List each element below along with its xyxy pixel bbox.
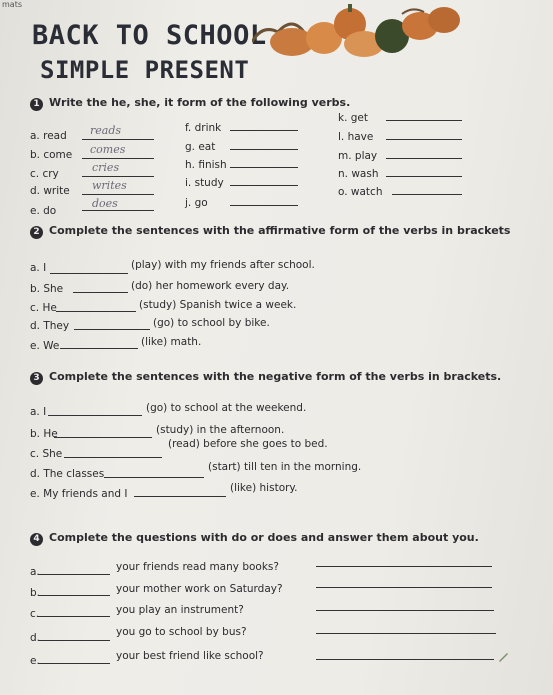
s1-answer-c: cries [92, 161, 120, 174]
s1-item-a: a. read [30, 130, 67, 142]
s1-line-o[interactable] [392, 194, 462, 195]
s1-item-i: i. study [185, 177, 224, 189]
s2-line-e[interactable] [60, 348, 138, 349]
s2-row-e-pre: e. We [30, 340, 60, 352]
s1-item-k: k. get [338, 112, 368, 124]
s1-line-d[interactable] [82, 194, 154, 195]
s1-item-h: h. finish [185, 159, 227, 171]
s4-row-a-pre: a. [30, 566, 40, 578]
s1-answer-d: writes [92, 179, 127, 192]
s3-row-a-post: (go) to school at the weekend. [146, 402, 307, 414]
s1-line-m[interactable] [386, 158, 462, 159]
section-4-instruction: 4 Complete the questions with do or does and answer them about you. [30, 531, 479, 546]
s2-row-e-post: (like) math. [141, 336, 202, 348]
s2-row-d-post: (go) to school by bike. [153, 317, 270, 329]
s2-row-a-pre: a. I [30, 262, 47, 274]
s1-line-c[interactable] [82, 176, 154, 177]
section-3-instruction: 3 Complete the sentences with the negative form of the verbs in brackets. [30, 370, 501, 385]
s3-row-b-post: (study) in the afternoon. [156, 424, 285, 436]
s1-answer-e: does [92, 197, 118, 210]
s1-line-g[interactable] [230, 149, 298, 150]
s1-item-e: e. do [30, 205, 57, 217]
s4-line-d[interactable] [38, 640, 110, 641]
s1-item-b: b. come [30, 149, 73, 161]
s4-line-b[interactable] [38, 595, 110, 596]
title-back-to-school: BACK TO SCHOOL [32, 20, 267, 51]
s4-row-c-post: you play an instrument? [116, 604, 244, 616]
s4-row-c-pre: c. [30, 608, 40, 620]
s1-line-a[interactable] [82, 139, 154, 140]
s1-line-n[interactable] [386, 176, 462, 177]
s1-line-e[interactable] [82, 210, 154, 211]
s4-answer-line-c[interactable] [316, 610, 494, 611]
s1-item-c: c. cry [30, 168, 59, 180]
s4-row-e-post: your best friend like school? [116, 650, 264, 662]
s1-item-g: g. eat [185, 141, 216, 153]
s1-line-j[interactable] [230, 205, 298, 206]
s4-answer-line-d[interactable] [316, 633, 496, 634]
s3-row-c-post: (read) before she goes to bed. [168, 438, 328, 450]
s4-row-b-post: your mother work on Saturday? [116, 583, 283, 595]
s1-line-l[interactable] [386, 139, 462, 140]
pumpkins-illustration [252, 2, 462, 58]
section-2-instruction: 2 Complete the sentences with the affirmative form of the verbs in brackets [30, 224, 510, 239]
s1-item-j: j. go [185, 197, 208, 209]
s1-item-f: f. drink [185, 122, 222, 134]
s3-row-d-pre: d. The classes [30, 468, 105, 480]
s2-row-d-pre: d. They [30, 320, 70, 332]
s4-row-b-pre: b. [30, 587, 41, 599]
s1-item-l: l. have [338, 131, 374, 143]
s3-line-a[interactable] [48, 415, 142, 416]
s4-row-e-pre: e. [30, 655, 40, 667]
s3-line-d[interactable] [104, 477, 204, 478]
s1-answer-a: reads [90, 124, 122, 137]
s4-line-c[interactable] [38, 616, 110, 617]
s2-row-c-pre: c. He [30, 302, 57, 314]
s3-row-d-post: (start) till ten in the morning. [208, 461, 362, 473]
s1-item-n: n. wash [338, 168, 379, 180]
pumpkin-icon [428, 7, 460, 33]
s3-row-e-pre: e. My friends and I [30, 488, 128, 500]
s1-line-b[interactable] [82, 158, 154, 159]
s2-row-b-post: (do) her homework every day. [131, 280, 290, 292]
s4-row-d-post: you go to school by bus? [116, 626, 247, 638]
s4-line-a[interactable] [38, 574, 110, 575]
s3-line-c[interactable] [64, 457, 162, 458]
s3-row-c-pre: c. She [30, 448, 63, 460]
s2-row-b-pre: b. She [30, 283, 64, 295]
s3-row-a-pre: a. I [30, 406, 47, 418]
s3-line-b[interactable] [54, 437, 152, 438]
pencil-icon [497, 651, 509, 663]
s2-line-b[interactable] [73, 292, 128, 293]
s2-line-a[interactable] [50, 273, 128, 274]
s1-line-i[interactable] [230, 185, 298, 186]
s4-row-d-pre: d. [30, 632, 41, 644]
s4-line-e[interactable] [38, 663, 110, 664]
s2-row-a-post: (play) with my friends after school. [131, 259, 315, 271]
s4-answer-line-b[interactable] [316, 587, 492, 588]
s2-line-c[interactable] [56, 311, 136, 312]
s3-line-e[interactable] [134, 496, 226, 497]
s1-line-h[interactable] [230, 167, 298, 168]
s1-item-o: o. watch [338, 186, 383, 198]
s4-row-a-post: your friends read many books? [116, 561, 279, 573]
corner-text: mats [2, 0, 22, 9]
s1-item-m: m. play [338, 150, 378, 162]
s3-row-e-post: (like) history. [230, 482, 298, 494]
s1-item-d: d. write [30, 185, 70, 197]
s1-line-f[interactable] [230, 130, 298, 131]
s2-line-d[interactable] [74, 329, 150, 330]
s4-answer-line-e[interactable] [316, 659, 494, 660]
s3-row-b-pre: b. He [30, 428, 58, 440]
s2-row-c-post: (study) Spanish twice a week. [139, 299, 297, 311]
section-1-instruction: 1 Write the he, she, it form of the following verbs. [30, 96, 350, 111]
s1-answer-b: comes [90, 143, 126, 156]
s4-answer-line-a[interactable] [316, 566, 492, 567]
s1-line-k[interactable] [386, 120, 462, 121]
title-simple-present: SIMPLE PRESENT [40, 56, 250, 84]
